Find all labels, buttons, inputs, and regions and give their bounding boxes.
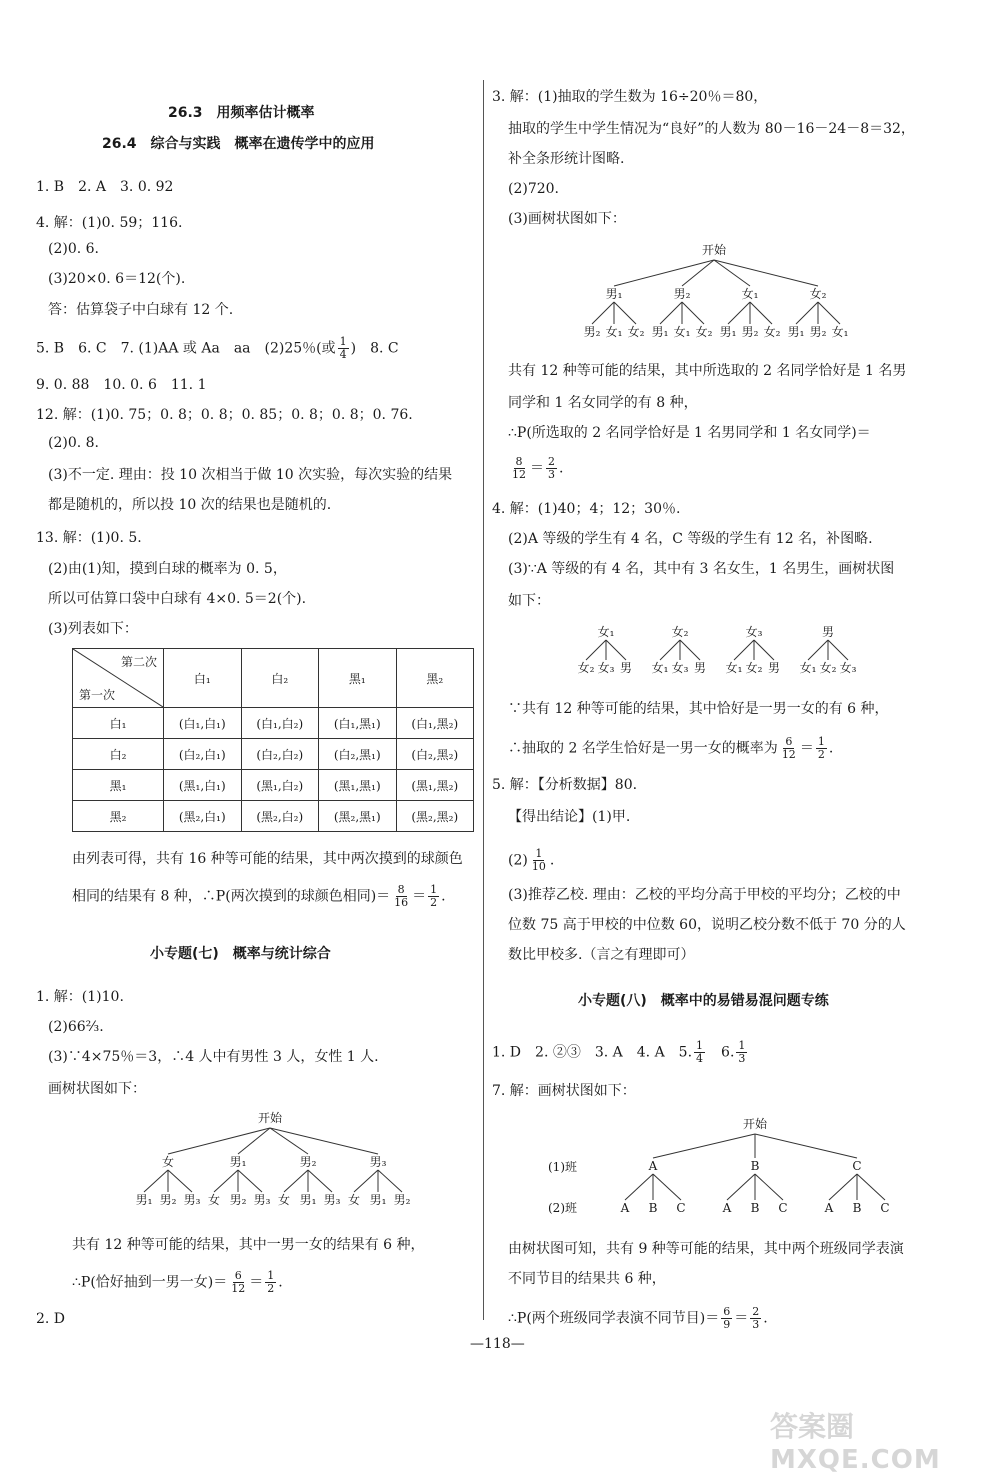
answer-line: 【得出结论】(1)甲. <box>508 809 631 825</box>
fraction <box>265 1270 276 1295</box>
tree-row-label: (2)班 <box>548 1201 577 1215</box>
section-heading-topic-8: 小专题(八) 概率中的易错易混问题专练 <box>578 993 829 1009</box>
answer-line: 共有 12 种等可能的结果，其中所选取的 2 名同学恰好是 1 名男 <box>508 363 907 379</box>
answer-line-fraction: (2) $\frac{1}{10}$ . <box>508 847 555 873</box>
answer-text: ∴P(恰好抽到一男一女)＝ <box>72 1274 228 1291</box>
table-cell: (白₁,黑₂) <box>396 708 474 739</box>
answer-line: 1. 解：(1)10. <box>36 989 124 1005</box>
answer-line: 位数 75 高于甲校的中位数 60，说明乙校分数不低于 70 分的人 <box>508 917 906 933</box>
outcome-table <box>72 648 474 832</box>
tree-branch <box>818 302 840 324</box>
tree-node: 女₂ <box>809 287 827 301</box>
tree-leaf: 女₃ <box>597 661 615 675</box>
answer-line: 如下： <box>508 593 550 609</box>
fraction <box>428 884 439 909</box>
corner-top-label: 第二次 <box>120 655 157 669</box>
tree-leaf: 女₁ <box>725 661 743 675</box>
section-heading-topic-7: 小专题(七) 概率与统计综合 <box>150 946 331 962</box>
answer-line: 所以可估算口袋中白球有 4×0. 5＝2(个). <box>48 591 307 607</box>
fraction <box>229 1270 247 1295</box>
fraction <box>780 736 798 761</box>
tree-diagram-right-3 <box>540 1112 900 1222</box>
tree-leaf: 女₃ <box>839 661 857 675</box>
tree-leaf: 女₂ <box>627 325 645 339</box>
denominator: 3 <box>548 468 555 481</box>
tree-node: 男 <box>821 625 835 639</box>
tree-node: 女 <box>161 1155 175 1169</box>
numerator: 1 <box>738 1039 746 1052</box>
tree-leaf: C <box>778 1201 788 1215</box>
numerator: 6 <box>785 735 793 748</box>
tree-branch <box>625 1174 653 1200</box>
tree-branch <box>592 302 614 324</box>
answer-line: (2)0. 6. <box>48 241 99 257</box>
corner-bottom-label: 第一次 <box>79 688 116 702</box>
watermark-text: MXQE.COM <box>770 1445 941 1475</box>
denominator: 3 <box>752 1318 760 1331</box>
tree-leaf: 男₂ <box>809 325 827 339</box>
answer-line: (3)20×0. 6＝12(个). <box>48 271 186 287</box>
denominator: 3 <box>738 1052 746 1065</box>
answer-line: (3)不一定. 理由：投 10 次相当于做 10 次实验，每次实验的结果 <box>48 467 453 483</box>
answer-line: 由树状图可知，共有 9 种等可能的结果，其中两个班级同学表演 <box>508 1241 904 1257</box>
answer-line-q5-8 <box>36 336 399 361</box>
fraction <box>530 848 548 873</box>
tree-branch <box>270 1128 308 1154</box>
fraction <box>546 456 557 481</box>
answer-line: 数比甲校多.（言之有理即可） <box>508 947 695 963</box>
tree-leaf: 女₁ <box>651 661 669 675</box>
tree-node: 女₁ <box>597 625 615 639</box>
tree-root: 开始 <box>257 1111 283 1125</box>
table-cell: (白₁,白₁) <box>164 708 242 739</box>
numerator: 1 <box>267 1269 275 1282</box>
answer-text: 1. D 2. ②③ 3. A 4. A 5. <box>492 1044 693 1061</box>
answer-text: (2) <box>508 852 528 869</box>
numerator: 2 <box>548 455 555 468</box>
tree-root: 开始 <box>701 243 727 257</box>
fraction <box>816 736 827 761</box>
answer-line: (3)∵A 等级的有 4 名，其中有 3 名女生，1 名男生，画树状图 <box>508 561 895 577</box>
row-label: 黑₁ <box>73 770 164 801</box>
answer-line: 5. 解：【分析数据】80. <box>492 777 638 793</box>
tree-node: B <box>750 1159 760 1173</box>
numerator: 8 <box>515 455 523 468</box>
tree-branch <box>682 302 704 324</box>
tree-leaf: 男₁ <box>651 325 669 339</box>
tree-leaf: 男₃ <box>323 1193 341 1207</box>
answer-line: 由列表可得，共有 16 种等可能的结果，其中两次摸到的球颜色 <box>72 851 463 867</box>
table-cell: (黑₂,白₂) <box>241 801 319 832</box>
fraction <box>750 1306 761 1331</box>
tree-leaf: B <box>648 1201 658 1215</box>
tree-diagram-left <box>120 1106 430 1212</box>
numerator: 1 <box>430 883 438 896</box>
tree-leaf: 女₂ <box>819 661 837 675</box>
answer-line: (2)720. <box>508 181 560 197</box>
watermark-logo <box>770 1405 970 1475</box>
table-cell: (白₁,白₂) <box>241 708 319 739</box>
answer-line: 画树状图如下： <box>48 1081 146 1097</box>
answer-line: 共有 12 种等可能的结果，其中一男一女的结果有 6 种， <box>72 1237 425 1253</box>
tree-branch <box>680 640 700 660</box>
tree-leaf: 女₂ <box>745 661 763 675</box>
row-label: 白₁ <box>73 708 164 739</box>
table-cell: (白₁,黑₁) <box>319 708 397 739</box>
fraction <box>736 1040 747 1065</box>
answer-line: 答：估算袋子中白球有 12 个. <box>48 302 234 318</box>
answer-line-probability: ∴抽取的 2 名学生恰好是一男一女的概率为 $\frac{6}{12}$ ＝ $\frac{1}{2}$ . <box>508 735 834 761</box>
table-row <box>73 801 474 832</box>
answer-line: 都是随机的，所以投 10 次的结果也是随机的. <box>48 497 332 513</box>
table-cell: (黑₁,黑₁) <box>319 770 397 801</box>
tree-branch <box>168 1170 192 1192</box>
tree-node: 男₂ <box>673 287 691 301</box>
tree-branch <box>755 1174 783 1200</box>
tree-leaf: 男 <box>767 661 781 675</box>
answer-line: 12. 解：(1)0. 75；0. 8；0. 8；0. 85；0. 8；0. 8；0. 76. <box>36 407 413 423</box>
denominator: 2 <box>430 896 438 909</box>
tree-node: 女₂ <box>671 625 689 639</box>
fraction <box>338 336 349 361</box>
denominator: 12 <box>512 468 526 481</box>
answer-line: 1. B 2. A 3. 0. 92 <box>36 179 174 195</box>
table-cell: (黑₁,白₂) <box>241 770 319 801</box>
tree-leaf: A <box>824 1201 834 1215</box>
tree-leaf: 男₃ <box>253 1193 271 1207</box>
tree-leaf: 男₁ <box>719 325 737 339</box>
denominator: 12 <box>781 748 796 761</box>
tree-leaf: 女₁ <box>831 325 849 339</box>
table-header: 白₂ <box>241 649 319 708</box>
tree-branch <box>378 1170 402 1192</box>
answer-line-topic-8-choices <box>492 1040 749 1065</box>
tree-node: 女₃ <box>745 625 763 639</box>
answer-text: 6. <box>721 1044 735 1061</box>
tree-branch <box>755 1134 857 1158</box>
tree-leaf: 女₃ <box>671 661 689 675</box>
tree-leaf: 男₂ <box>229 1193 247 1207</box>
page-number: —118— <box>470 1336 525 1352</box>
tree-node: 女₁ <box>741 287 759 301</box>
tree-node: 男₁ <box>229 1155 247 1169</box>
answer-line: 13. 解：(1)0. 5. <box>36 530 142 546</box>
tree-branch <box>238 1170 262 1192</box>
row-label: 白₂ <box>73 739 164 770</box>
tree-branch <box>308 1170 332 1192</box>
numerator: 1 <box>817 735 825 748</box>
tree-branch <box>727 1174 755 1200</box>
answer-line: (3)列表如下： <box>48 621 138 637</box>
answer-line: 4. 解：(1)0. 59；116. <box>36 215 183 231</box>
tree-leaf: 女 <box>347 1193 361 1207</box>
tree-branch <box>754 640 774 660</box>
tree-leaf: 女₁ <box>605 325 623 339</box>
numerator: 6 <box>723 1305 731 1318</box>
answer-line-probability: ∴P(两个班级同学表演不同节目)＝ $\frac{6}{9}$ ＝ $\frac{2}{3}$ . <box>508 1305 768 1331</box>
tree-node: C <box>852 1159 862 1173</box>
answer-line: (3)画树状图如下： <box>508 211 626 227</box>
denominator: 2 <box>817 748 825 761</box>
tree-leaf: 女 <box>207 1193 221 1207</box>
answer-line: 7. 解：画树状图如下： <box>492 1083 636 1099</box>
table-row <box>73 770 474 801</box>
watermark-text: 答案圈 <box>770 1410 855 1443</box>
answer-line: (2)0. 8. <box>48 435 99 451</box>
tree-node: 男₃ <box>369 1155 387 1169</box>
tree-branch <box>750 302 772 324</box>
tree-leaf: 男₂ <box>583 325 601 339</box>
table-cell: (白₂,白₁) <box>164 739 242 770</box>
fraction <box>721 1306 732 1331</box>
answer-line: (2)A 等级的学生有 4 名，C 等级的学生有 12 名，补图略. <box>508 531 873 547</box>
tree-branch <box>214 1170 238 1192</box>
tree-leaf: 女₂ <box>763 325 781 339</box>
tree-leaf: 男₁ <box>135 1193 153 1207</box>
answer-line: 抽取的学生中学生情况为“良好”的人数为 80－16－24－8＝32， <box>508 121 915 137</box>
answer-line: (3)推荐乙校. 理由：乙校的平均分高于甲校的平均分；乙校的中 <box>508 887 901 903</box>
tree-node: 男₂ <box>299 1155 317 1169</box>
tree-branch <box>857 1174 885 1200</box>
tree-branch <box>714 260 818 286</box>
tree-branch <box>606 640 626 660</box>
tree-diagram-right-1 <box>580 238 850 344</box>
table-cell: (黑₂,白₁) <box>164 801 242 832</box>
tree-branch <box>660 302 682 324</box>
tree-leaf: 男₂ <box>393 1193 411 1207</box>
tree-root: 开始 <box>742 1117 768 1131</box>
answer-line: 9. 0. 88 10. 0. 6 11. 1 <box>36 377 207 393</box>
numerator: 1 <box>535 847 543 860</box>
answer-line: 2. D <box>36 1311 66 1327</box>
tree-branch <box>796 302 818 324</box>
tree-branch <box>728 302 750 324</box>
tree-leaf: 男₂ <box>741 325 759 339</box>
table-cell: (黑₁,黑₂) <box>396 770 474 801</box>
tree-leaf: 女₂ <box>577 661 595 675</box>
tree-branch <box>284 1170 308 1192</box>
section-heading-26-3: 26.3 用频率估计概率 <box>168 105 315 121</box>
tree-leaf: B <box>852 1201 862 1215</box>
table-header: 黑₂ <box>396 649 474 708</box>
tree-branch <box>653 1134 755 1158</box>
tree-leaf: 女₂ <box>695 325 713 339</box>
tree-leaf: 男₁ <box>369 1193 387 1207</box>
table-cell: (白₂,黑₂) <box>396 739 474 770</box>
tree-branch <box>614 260 714 286</box>
tree-leaf: 女 <box>277 1193 291 1207</box>
table-cell: (黑₁,白₁) <box>164 770 242 801</box>
tree-leaf: 男₁ <box>787 325 805 339</box>
answer-line: ∴P(所选取的 2 名同学恰好是 1 名男同学和 1 名女同学)＝ <box>508 425 871 441</box>
tree-branch <box>144 1170 168 1192</box>
answer-text: ∴抽取的 2 名学生恰好是一男一女的概率为 <box>508 740 778 757</box>
denominator: 12 <box>231 1282 246 1295</box>
tree-leaf: 女₁ <box>673 325 691 339</box>
row-label: 黑₂ <box>73 801 164 832</box>
tree-leaf: C <box>676 1201 686 1215</box>
answer-line: (2)66⅔. <box>48 1019 104 1035</box>
answer-line-probability: 相同的结果有 8 种，∴P(两次摸到的球颜色相同)＝ $\frac{8}{16}$ ＝ $\frac{1}{2}$ . <box>72 883 446 909</box>
tree-leaf: 男 <box>693 661 707 675</box>
answer-line: (3)∵4×75％＝3，∴4 人中有男性 3 人，女性 1 人. <box>48 1049 379 1065</box>
table-header: 白₁ <box>164 649 242 708</box>
denominator: 2 <box>267 1282 275 1295</box>
denominator: 10 <box>531 860 546 873</box>
answer-line: (2)由(1)知，摸到白球的概率为 0. 5， <box>48 561 287 577</box>
denominator: 4 <box>339 348 347 361</box>
tree-leaf: 男₃ <box>183 1193 201 1207</box>
tree-branch <box>734 640 754 660</box>
table-row <box>73 708 474 739</box>
table-cell: (黑₂,黑₂) <box>396 801 474 832</box>
tree-row-label: (1)班 <box>548 1160 577 1174</box>
numerator: 1 <box>696 1039 704 1052</box>
table-corner-cell <box>73 649 164 708</box>
tree-leaf: C <box>880 1201 890 1215</box>
tree-branch <box>808 640 828 660</box>
answer-line-probability: $\frac{8}{12}$ ＝ $\frac{2}{3}$ . <box>512 455 564 481</box>
tree-branch <box>586 640 606 660</box>
tree-leaf: A <box>722 1201 732 1215</box>
answer-text: ∴P(两个班级同学表演不同节目)＝ <box>508 1310 720 1327</box>
table-row <box>73 739 474 770</box>
column-divider <box>483 80 484 1320</box>
numerator: 8 <box>397 883 405 896</box>
answer-line: 同学和 1 名女同学的有 8 种， <box>508 395 698 411</box>
tree-leaf: B <box>750 1201 760 1215</box>
tree-leaf: 男₂ <box>159 1193 177 1207</box>
answer-line: 4. 解：(1)40；4；12；30％. <box>492 501 681 517</box>
tree-branch <box>828 640 848 660</box>
tree-branch <box>354 1170 378 1192</box>
answer-line: 补全条形统计图略. <box>508 151 625 167</box>
tree-leaf: A <box>620 1201 630 1215</box>
denominator: 4 <box>696 1052 704 1065</box>
fraction <box>392 884 410 909</box>
table-cell: (黑₂,黑₁) <box>319 801 397 832</box>
answer-text: (或 <box>316 340 336 357</box>
tree-node: A <box>648 1159 658 1173</box>
denominator: 16 <box>394 896 409 909</box>
answer-text: 5. B 6. C 7. (1)AA 或 Aa aa (2)25％ <box>36 340 317 357</box>
tree-leaf: 男₁ <box>299 1193 317 1207</box>
table-cell: (白₂,白₂) <box>241 739 319 770</box>
fraction <box>510 456 528 481</box>
section-heading-26-4: 26.4 综合与实践 概率在遗传学中的应用 <box>102 136 375 152</box>
tree-branch <box>614 302 636 324</box>
tree-branch <box>714 260 750 286</box>
fraction <box>694 1040 705 1065</box>
numerator: 6 <box>234 1269 242 1282</box>
tree-branch <box>660 640 680 660</box>
table-header: 黑₁ <box>319 649 397 708</box>
tree-leaf: 男 <box>619 661 633 675</box>
tree-diagram-right-2 <box>568 620 868 680</box>
answer-line-probability: ∴P(恰好抽到一男一女)＝ $\frac{6}{12}$ ＝ $\frac{1}{2}$ . <box>72 1269 283 1295</box>
tree-branch <box>270 1128 378 1154</box>
numerator: 2 <box>752 1305 760 1318</box>
answer-line: 3. 解：(1)抽取的学生数为 16÷20％＝80， <box>492 89 768 105</box>
tree-node: 男₁ <box>605 287 623 301</box>
tree-branch <box>653 1174 681 1200</box>
tree-branch <box>829 1174 857 1200</box>
denominator: 9 <box>723 1318 731 1331</box>
answer-text: ) 8. C <box>350 340 399 357</box>
answer-line: 不同节目的结果共 6 种， <box>508 1271 666 1287</box>
answer-line: ∵共有 12 种等可能的结果，其中恰好是一男一女的有 6 种， <box>508 701 889 717</box>
numerator: 1 <box>339 335 347 348</box>
table-cell: (白₂,黑₁) <box>319 739 397 770</box>
answer-text: 相同的结果有 8 种，∴P(两次摸到的球颜色相同)＝ <box>72 888 391 905</box>
tree-leaf: 女₁ <box>799 661 817 675</box>
